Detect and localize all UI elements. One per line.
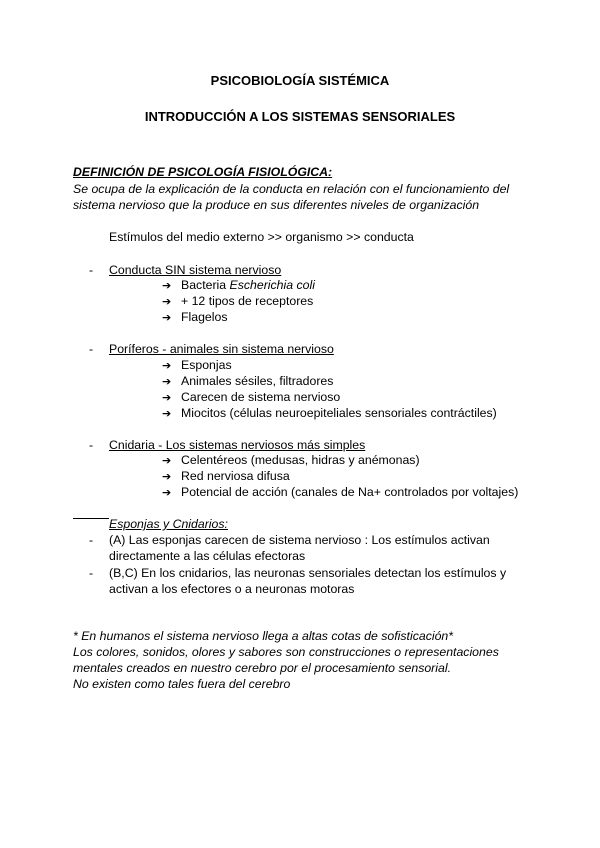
list-item-text: Bacteria [181,278,230,292]
list-item: ➔ Potencial de acción (canales de Na+ controlados por voltajes) [162,484,518,501]
group-heading-cnidaria: Cnidaria - Los sistemas nerviosos más simples [109,438,366,452]
stimulus-flow: Estímulos del medio externo >> organismo >> conducta [109,230,414,244]
group-heading-poriferos: Poríferos - animales sin sistema nervioso [109,342,334,356]
document-subtitle: INTRODUCCIÓN A LOS SISTEMAS SENSORIALES [144,109,456,124]
bullet-dash: - [89,533,94,547]
definition-line-1: Se ocupa de la explicación de la conducta en relación con el funcionamiento del [73,182,510,196]
list-item: ➔ Animales sésiles, filtradores [162,373,333,390]
bullet-dash: - [89,342,94,356]
list-item: ➔ Flagelos [162,309,227,326]
species-name: Escherichia coli [229,278,315,292]
note-line-1: * En humanos el sistema nervioso llega a altas cotas de sofisticación* [73,629,454,643]
bullet-dash: - [89,263,94,277]
list-item: ➔ Miocitos (células neuroepiteliales sensoriales contráctiles) [162,405,497,422]
note-line-2: Los colores, sonidos, olores y sabores son construcciones o representaciones [73,645,499,659]
bullet-dash: - [89,438,94,452]
list-item-bacteria [162,277,315,294]
comparison-heading: Esponjas y Cnidarios: [109,517,228,531]
list-item: ➔ Esponjas [162,357,232,374]
list-item: ➔ Celentéreos (medusas, hidras y anémonas) [162,452,420,469]
underline-lead [73,517,109,519]
list-item: ➔ + 12 tipos de receptores [162,293,313,310]
bullet-dash: - [89,566,94,580]
list-item: ➔ Carecen de sistema nervioso [162,389,340,406]
comparison-point-bc-line-1: (B,C) En los cnidarios, las neuronas sensoriales detectan los estímulos y [109,566,507,580]
note-line-3: mentales creados en nuestro cerebro por el procesamiento sensorial. [73,661,451,675]
note-line-4: No existen como tales fuera del cerebro [73,677,291,691]
group-heading-conducta: Conducta SIN sistema nervioso [109,263,282,277]
comparison-point-bc-line-2: activan a los efectores o a neuronas motoras [109,582,355,596]
definition-heading: DEFINICIÓN DE PSICOLOGÍA FISIOLÓGICA: [73,165,333,179]
definition-line-2: sistema nervioso que la produce en sus diferentes niveles de organización [73,198,480,212]
document-title: PSICOBIOLOGÍA SISTÉMICA [210,73,390,88]
list-item: ➔ Red nerviosa difusa [162,468,290,485]
comparison-point-a-line-1: (A) Las esponjas carecen de sistema nervioso : Los estímulos activan [109,533,490,547]
comparison-point-a-line-2: directamente a las células efectoras [109,549,306,563]
